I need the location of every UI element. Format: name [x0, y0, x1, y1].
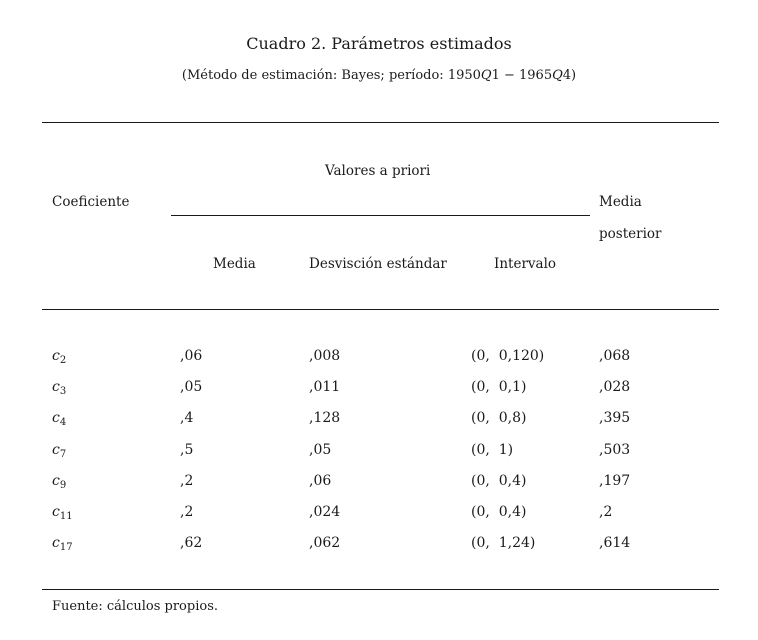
intervalo-cell: (0, 0,8)	[471, 410, 527, 427]
posterior-cell: ,068	[599, 348, 631, 364]
coef-subscript: 17	[59, 542, 73, 554]
desviacion-cell: ,062	[309, 535, 341, 552]
coef-cell	[52, 348, 66, 366]
media-cell: ,5	[180, 441, 194, 458]
intervalo-cell: (0, 0,120)	[471, 348, 545, 364]
coef-symbol: c	[52, 441, 60, 458]
posterior-cell: ,2	[599, 504, 613, 520]
posterior-cell: ,028	[599, 379, 631, 396]
desviacion-cell: ,011	[309, 379, 341, 396]
coef-symbol: c	[52, 472, 60, 489]
coef-symbol: c	[52, 379, 60, 396]
intervalo-cell: (0, 0,1)	[471, 379, 527, 396]
subtitle-mid: 1 − 1965	[491, 68, 553, 83]
media-cell: ,05	[180, 379, 203, 396]
subtitle-end: 4)	[562, 68, 577, 83]
desviacion-cell: ,128	[309, 410, 341, 427]
coef-cell	[52, 535, 73, 553]
media-cell: ,06	[180, 348, 203, 364]
table-subtitle	[0, 68, 758, 83]
coef-cell	[52, 379, 66, 397]
coef-cell	[52, 410, 66, 428]
coef-subscript: 2	[59, 355, 67, 366]
header-intervalo: Intervalo	[494, 256, 557, 272]
coef-subscript: 9	[59, 479, 67, 491]
desviacion-cell: ,05	[309, 441, 332, 458]
desviacion-cell: ,06	[309, 472, 332, 489]
coef-symbol: c	[52, 535, 60, 552]
media-cell: ,4	[180, 410, 194, 427]
footnote: Fuente: cálculos propios.	[52, 599, 218, 614]
intervalo-cell: (0, 0,4)	[471, 472, 527, 489]
coef-symbol: c	[52, 348, 60, 364]
header-valores-a-priori: Valores a priori	[325, 163, 431, 179]
intervalo-cell: (0, 1)	[471, 441, 514, 458]
subtitle-q1: Q	[480, 68, 492, 83]
header-rule	[42, 309, 719, 310]
intervalo-cell: (0, 1,24)	[471, 535, 536, 552]
media-cell: ,2	[180, 472, 194, 489]
table-title: Cuadro 2. Parámetros estimados	[246, 34, 512, 53]
coef-subscript: 11	[59, 511, 73, 522]
coef-cell	[52, 473, 66, 491]
bottom-rule	[42, 589, 719, 590]
top-rule	[42, 122, 719, 123]
header-media-posterior-line2: posterior	[599, 226, 662, 242]
header-coeficiente: Coeficiente	[52, 194, 130, 210]
posterior-cell: ,614	[599, 535, 631, 552]
posterior-cell: ,197	[599, 472, 631, 489]
desviacion-cell: ,008	[309, 348, 341, 364]
subtitle-prefix: (Método de estimación: Bayes; período: 1950	[181, 68, 481, 83]
header-media-posterior-line1: Media	[599, 194, 642, 210]
subtitle-q2: Q	[552, 68, 563, 83]
group-rule	[171, 215, 590, 216]
coef-subscript: 4	[59, 417, 67, 429]
coef-symbol: c	[52, 410, 60, 427]
coef-cell	[52, 442, 66, 460]
intervalo-cell: (0, 0,4)	[471, 504, 527, 520]
header-media: Media	[213, 256, 256, 272]
media-cell: ,62	[180, 535, 203, 552]
desviacion-cell: ,024	[309, 504, 341, 520]
posterior-cell: ,503	[599, 441, 631, 458]
coef-symbol: c	[52, 504, 60, 520]
header-desviacion: Desvisción estándar	[309, 256, 447, 272]
coef-subscript: 7	[59, 448, 67, 460]
coef-cell	[52, 504, 73, 522]
posterior-cell: ,395	[599, 410, 631, 427]
coef-subscript: 3	[59, 386, 67, 398]
media-cell: ,2	[180, 504, 194, 520]
